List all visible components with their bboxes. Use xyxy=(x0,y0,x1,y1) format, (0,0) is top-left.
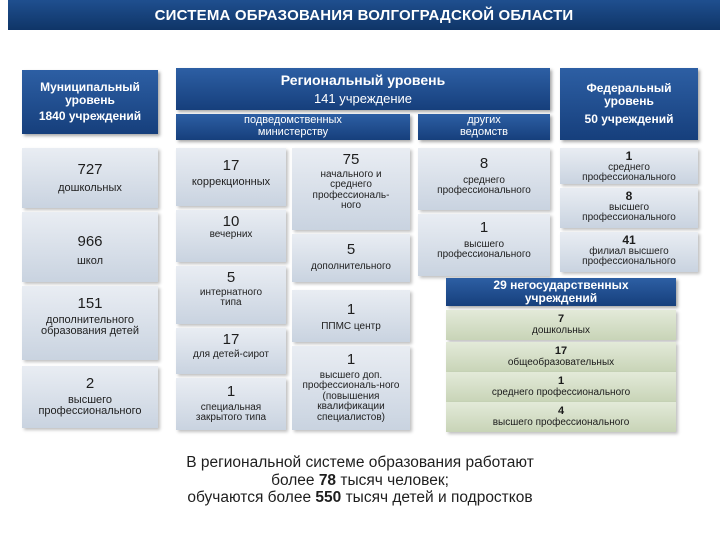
summary-line3 xyxy=(120,489,600,507)
municipal-item-label: дополнительного образования детей xyxy=(41,313,139,338)
regional-evening xyxy=(176,210,286,262)
municipal-item-num: 2 xyxy=(85,375,95,392)
regional-other-secondary xyxy=(418,148,550,210)
municipal-item-preschool xyxy=(22,148,158,208)
regional-sub-ministry-text: подведомственных министерству xyxy=(244,114,342,138)
municipal-item-label: высшего профессионального xyxy=(38,393,142,418)
regional-qualification xyxy=(292,346,410,430)
municipal-item-higher xyxy=(22,366,158,428)
municipal-item-num: 727 xyxy=(77,161,103,178)
regional-item-num: 10 xyxy=(222,213,240,230)
summary-line1: В региональной системе образования работают xyxy=(186,454,534,471)
nongov-item-label: среднего профессионального xyxy=(491,386,631,398)
regional-item-label: среднего профессионального xyxy=(437,174,531,197)
nongov-header-text: 29 негосударственных учреждений xyxy=(493,278,629,305)
regional-sub-other-text: других ведомств xyxy=(459,114,509,138)
nongov-item-num: 17 xyxy=(554,344,568,357)
nongov-item-label: высшего профессионального xyxy=(492,416,630,428)
municipal-item-num: 151 xyxy=(77,295,103,312)
municipal-header xyxy=(22,70,158,134)
summary-staff-count: 78 xyxy=(318,471,337,489)
regional-item-num: 5 xyxy=(346,241,356,258)
regional-item-label: высшего доп. профессиональ-ного (повышения квалификации специалистов) xyxy=(302,369,400,423)
regional-item-num: 1 xyxy=(479,219,489,236)
regional-item-num: 8 xyxy=(479,155,489,172)
federal-branch xyxy=(560,232,698,272)
page-title xyxy=(8,0,720,30)
regional-sub-ministry xyxy=(176,114,410,140)
summary-line2-pre: более xyxy=(271,471,319,489)
regional-item-label: высшего профессионального xyxy=(437,238,531,261)
nongov-preschool xyxy=(446,310,676,340)
regional-item-label: начального и среднего профессиональ-ного xyxy=(312,168,390,212)
regional-correctional xyxy=(176,148,286,206)
regional-header xyxy=(176,68,550,110)
municipal-header-line2: уровень xyxy=(65,92,115,107)
summary-text xyxy=(120,454,600,507)
federal-higher xyxy=(560,188,698,228)
regional-item-label: для детей-сирот xyxy=(193,348,269,360)
regional-orphans xyxy=(176,328,286,374)
municipal-item-label: школ xyxy=(76,254,104,267)
federal-item-label: высшего профессионального xyxy=(582,201,676,224)
nongov-item-label: общеобразовательных xyxy=(507,356,615,368)
municipal-item-label: дошкольных xyxy=(58,181,122,194)
summary-student-count: 550 xyxy=(315,489,342,507)
regional-item-num: 1 xyxy=(346,301,356,318)
federal-item-num: 1 xyxy=(625,149,633,163)
nongov-item-num: 7 xyxy=(557,312,565,325)
municipal-header-line3: 1840 учреждений xyxy=(38,109,142,124)
federal-secondary xyxy=(560,148,698,184)
regional-header-line2: 141 учреждение xyxy=(313,90,413,106)
regional-sub-other xyxy=(418,114,550,140)
regional-other-higher xyxy=(418,214,550,276)
summary-line2 xyxy=(120,472,600,490)
nongov-secondary xyxy=(446,372,676,402)
regional-item-label: интернатного типа xyxy=(199,286,263,309)
regional-item-num: 75 xyxy=(342,151,360,168)
regional-item-num: 5 xyxy=(226,269,236,286)
federal-item-label: среднего профессионального xyxy=(582,161,676,184)
municipal-header-line1: Муниципальный xyxy=(40,80,140,95)
regional-item-label: коррекционных xyxy=(191,175,271,188)
nongov-general xyxy=(446,342,676,372)
summary-line3-pre: обучаются более xyxy=(187,489,316,507)
federal-header-line1: Федеральный xyxy=(586,81,672,96)
federal-item-num: 41 xyxy=(622,233,636,247)
municipal-item-additional xyxy=(22,286,158,360)
federal-item-label: филиал высшего профессионального xyxy=(582,245,676,268)
regional-boarding xyxy=(176,266,286,324)
regional-item-num: 17 xyxy=(222,331,240,348)
municipal-item-num: 966 xyxy=(77,233,103,250)
page-title-text: СИСТЕМА ОБРАЗОВАНИЯ ВОЛГОГРАДСКОЙ ОБЛАСТИ xyxy=(154,6,574,24)
regional-additional xyxy=(292,234,410,282)
regional-item-label: вечерних xyxy=(209,228,253,240)
nongov-higher xyxy=(446,402,676,432)
regional-closed xyxy=(176,378,286,430)
federal-item-num: 8 xyxy=(625,189,633,203)
summary-line2-post: тысяч человек; xyxy=(336,471,449,489)
federal-header-line3: 50 учреждений xyxy=(584,112,674,127)
federal-header xyxy=(560,68,698,140)
regional-item-num: 1 xyxy=(226,383,236,400)
regional-item-label: дополнительного xyxy=(311,260,391,272)
nongov-header xyxy=(446,278,676,306)
regional-item-num: 1 xyxy=(346,351,356,368)
municipal-item-schools xyxy=(22,212,158,282)
nongov-item-label: дошкольных xyxy=(531,324,590,336)
regional-header-line1: Региональный уровень xyxy=(280,71,446,88)
regional-vocational xyxy=(292,148,410,230)
regional-item-num: 17 xyxy=(222,157,240,174)
summary-line3-post: тысяч детей и подростков xyxy=(341,489,533,507)
regional-ppms xyxy=(292,290,410,342)
regional-item-label: ППМС центр xyxy=(321,320,381,332)
nongov-item-num: 1 xyxy=(557,374,565,387)
regional-item-label: специальная закрытого типа xyxy=(195,401,267,424)
federal-header-line2: уровень xyxy=(604,93,654,108)
nongov-item-num: 4 xyxy=(557,404,565,417)
